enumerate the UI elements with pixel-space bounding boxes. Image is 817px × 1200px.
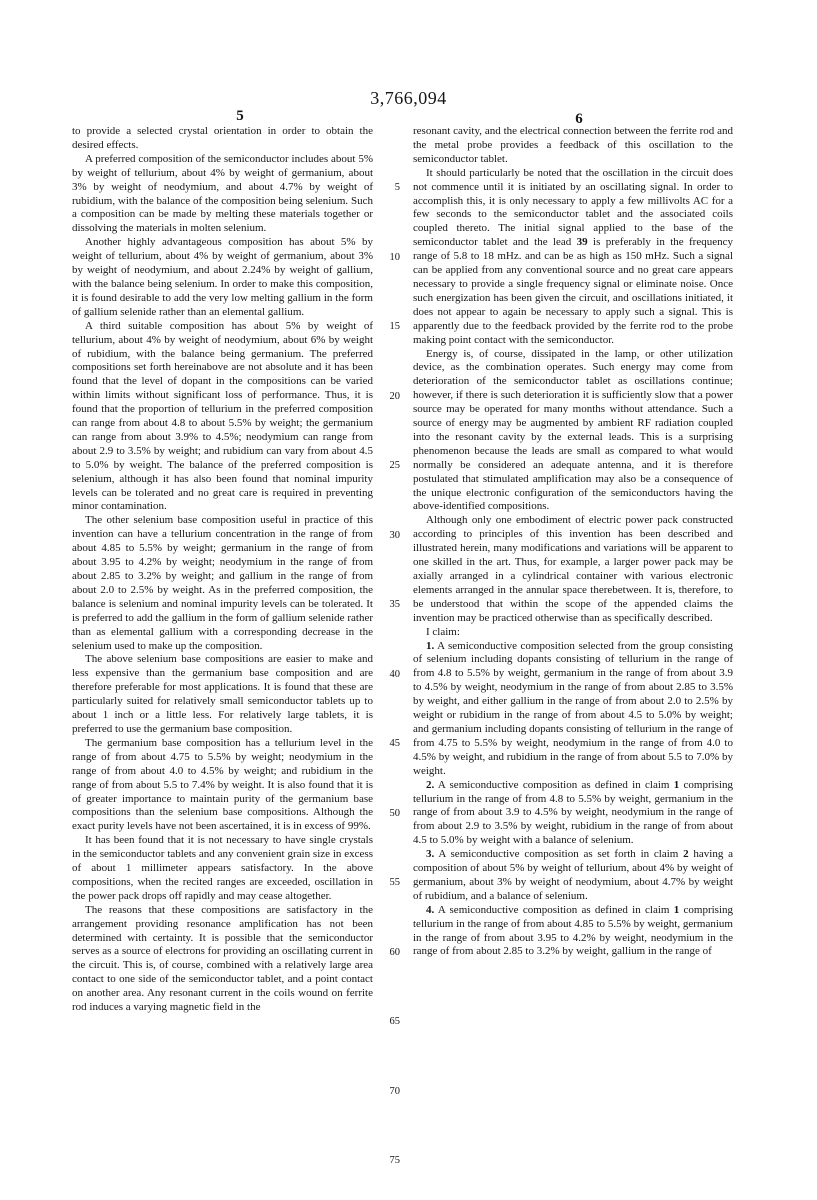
- line-number: 40: [389, 668, 400, 680]
- column-number-right: 6: [575, 111, 583, 127]
- line-number: 55: [389, 877, 400, 888]
- line-number: 35: [389, 599, 400, 610]
- left-column-text: [72, 125, 373, 1015]
- line-number: 60: [389, 946, 400, 958]
- paragraph: The above selenium base compositions are easier to make and less expensive than the germanium base composition and are therefore preferable for most applications. It is found that these are particularly suited for relatively small semiconductor tablets up to about 1 inch or a little less. For relatively large tablets, it is preferred to use the germanium base composition.: [72, 653, 373, 735]
- line-number: 65: [389, 1016, 400, 1027]
- paragraph: The other selenium base composition useful in practice of this invention can have a tellurium concentration in the range of from about 4.85 to 5.5% by weight; germanium in the range of from about 3.95 to 4.2% by weight; neodymium in the range of from about 2.85 to 3.2% by weight; and gallium in the range of from about 2.0 to 2.5% by weight. As in the preferred composition, the balance is selenium and nominal impurity levels can be tolerated. It is preferred to add the gallium in the form of gallium selenide rather than as elemental gallium with a corresponding decrease in the selenium used to make up the composition.: [72, 514, 373, 652]
- paragraph: The reasons that these compositions are satisfactory in the arrangement providing resonance amplification has not been determined with certainty. It is possible that the semiconductor serves as a source of electrons for providing an oscillating current in the circuit. This is, of course, combined with a relatively large area contact to one side of the semiconductor tablet, and a point contact on another area. Any resonant current in the coils wound on ferrite rod induces a varying magnetic field in the: [72, 903, 373, 1014]
- paragraph: 2. A semiconductive composition as defined in claim 1 comprising tellurium in the range of from 4.8 to 5.5% by weight, germanium in the range of from about 3.9 to 4.5% by weight, neodymium in the range of from about 2.9 to 3.5% by weight, rubidium in the range of from about 4.5 to 5.0% by weight with a balance of selenium.: [413, 778, 734, 847]
- line-number: 20: [389, 390, 400, 402]
- paragraph: The germanium base composition has a tellurium level in the range of from about 4.75 to 5.5% by weight; neodymium in the range of from about 4.0 to 4.5% by weight; and rubidium in the range of from about 5.5 to 7.4% by weight. It is also found that it is of greater importance to maintain purity of the germanium base compositions than the selenium base compositions. Although the exact purity levels have not been ascertained, it is in excess of 99%.: [72, 736, 373, 833]
- column-number-left: 5: [236, 108, 244, 124]
- line-number: 70: [389, 1085, 400, 1097]
- line-number-gutter: [378, 0, 400, 1200]
- paragraph: It should particularly be noted that the oscillation in the circuit does not commence until it is initiated by an oscillating signal. In order to accomplish this, it is only necessary to apply a few millivolts AC for a few seconds to the semiconductor tablet and the associated coils coupled thereto. The initial signal applied to the base of the semiconductor tablet and the lead 39 is preferably in the frequency range of 5.8 to 18 mHz. and can be as high as 150 mHz. Such a signal can be applied from any conventional source and no great care appears necessary to provide a single frequency signal or eliminate noise. Once such energization has been given the circuit, and oscillations initiated, it does not appear to again be necessary to apply such a signal. This is apparently due to the feedback provided by the ferrite rod to the probe making point contact with the semiconductor.: [413, 166, 733, 346]
- line-number: 15: [389, 321, 400, 332]
- paragraph: 3. A semiconductive composition as set forth in claim 2 having a composition of about 5% by weight of tellurium, about 4% by weight of germanium, about 3% by weight of neodymium, about 4.7% by weight of rubidium, and a balance of selenium.: [413, 848, 733, 902]
- paragraph: 4. A semiconductive composition as defined in claim 1 comprising tellurium in the range of from about 4.85 to 5.5% by weight, germanium in the range of from about 3.95 to 4.2% by weight, neodymium in the range of from about 2.85 to 3.2% by weight, gallium in the range of: [413, 903, 734, 958]
- paragraph: It has been found that it is not necessary to have single crystals in the semiconductor tablets and any convenient grain size in excess of about 1 millimeter appears satisfactory. In the above compositions, when the recited ranges are exceeded, oscillation in the power pack drops off rapidly and may cease altogether.: [72, 834, 373, 902]
- line-number: 25: [389, 460, 400, 471]
- paragraph: Although only one embodiment of electric power pack constructed according to principles of this invention has been described and illustrated herein, many modifications and variations will be apparent to one skilled in the art. Thus, for example, a larger power pack may be axially arranged in a cylindrical container with various electronic elements arranged in the annular space therebetween. It is, therefore, to be understood that within the scope of the appended claims the invention may be practiced otherwise than as specifically described.: [413, 514, 733, 624]
- paragraph: to provide a selected crystal orientation in order to obtain the desired effects.: [72, 125, 373, 151]
- paragraph: 1. A semiconductive composition selected from the group consisting of selenium including dopants consisting of tellurium in the range of from 4.8 to 5.5% by weight, germanium in the range of from about 3.9 to 4.5% by weight, neodymium in the range of from about 2.85 to 3.5% by weight, and either gallium in the range of from about 2.0 to 2.5% by weight or rubidium in the range of from about 4.5 to 5.0% by weight; and germanium including dopants consisting of tellurium in the range of from 4.75 to 5.5% by weight, neodymium in the range of from 4.0 to 4.5% by weight, and rubidium in the range of from about 5.5 to 7.0% by weight.: [413, 639, 733, 777]
- patent-number: 3,766,094: [370, 88, 447, 108]
- paragraph: resonant cavity, and the electrical connection between the ferrite rod and the metal probe provides a feedback of this oscillation to the semiconductor tablet.: [413, 125, 733, 165]
- paragraph: I claim:: [426, 625, 460, 638]
- paragraph: A preferred composition of the semiconductor includes about 5% by weight of tellurium, about 4% by weight of germanium, about 3% by weight of neodymium, and about 4.7% by weight of rubidium, with the balance of the composition being selenium. Such a composition can be made by melting these materials together or dissolving the materials in molten selenium.: [72, 152, 373, 235]
- right-column-text: [413, 125, 733, 959]
- line-number: 10: [389, 251, 400, 263]
- line-number: 50: [389, 807, 400, 819]
- line-number: 75: [389, 1155, 400, 1166]
- paragraph: Energy is, of course, dissipated in the lamp, or other utilization device, as the combination operates. Such energy may come from deterioration of the semiconductor tablet as oscillations continue; however, if there is such deterioration it is sufficiently slow that a power source may be operated for many months without attendance. Such a source of energy may be augmented by ambient RF radiation coupled into the resonant cavity by the external leads. This is a surprising phenomenon because the leads are small as compared to what would normally be considered an adequate antenna, and it is therefore postulated that stimulated amplification may also be a consequence of the unique electronic configuration of the semiconductors having the above-identified compositions.: [413, 347, 733, 513]
- line-number: 30: [389, 529, 400, 541]
- line-number: 5: [394, 182, 400, 193]
- paragraph: Another highly advantageous composition has about 5% by weight of tellurium, about 4% by weight of germanium, about 3% by weight of neodymium, and about 2.24% by weight of gallium, with the balance being selenium. In order to make this composition, it is found desirable to add the very low melting gallium in the form of gallium selenide rather than an elemental gallium.: [72, 236, 373, 318]
- paragraph: A third suitable composition has about 5% by weight of tellurium, about 4% by weight of neodymium, about 6% by weight of rubidium, with the balance being germanium. The preferred compositions set forth hereinabove are not absolute and it has been found that the level of dopant in the compositions can be varied within limits without significant loss of performance. Thus, it is found that the proportion of tellurium in the preferred composition can range from about 4.8 to about 5.5% by weight; the germanium can range from about 3.9% to 4.5%; neodymium can range from about 2.9 to 3.5% by weight; and rubidium can vary from about 4.5 to 5.0% by weight. The balance of the preferred composition is selenium, although it has also been found that nominal impurity levels can be tolerated and no great care is required in preventing minor contamination.: [72, 319, 373, 513]
- line-number: 45: [389, 738, 400, 749]
